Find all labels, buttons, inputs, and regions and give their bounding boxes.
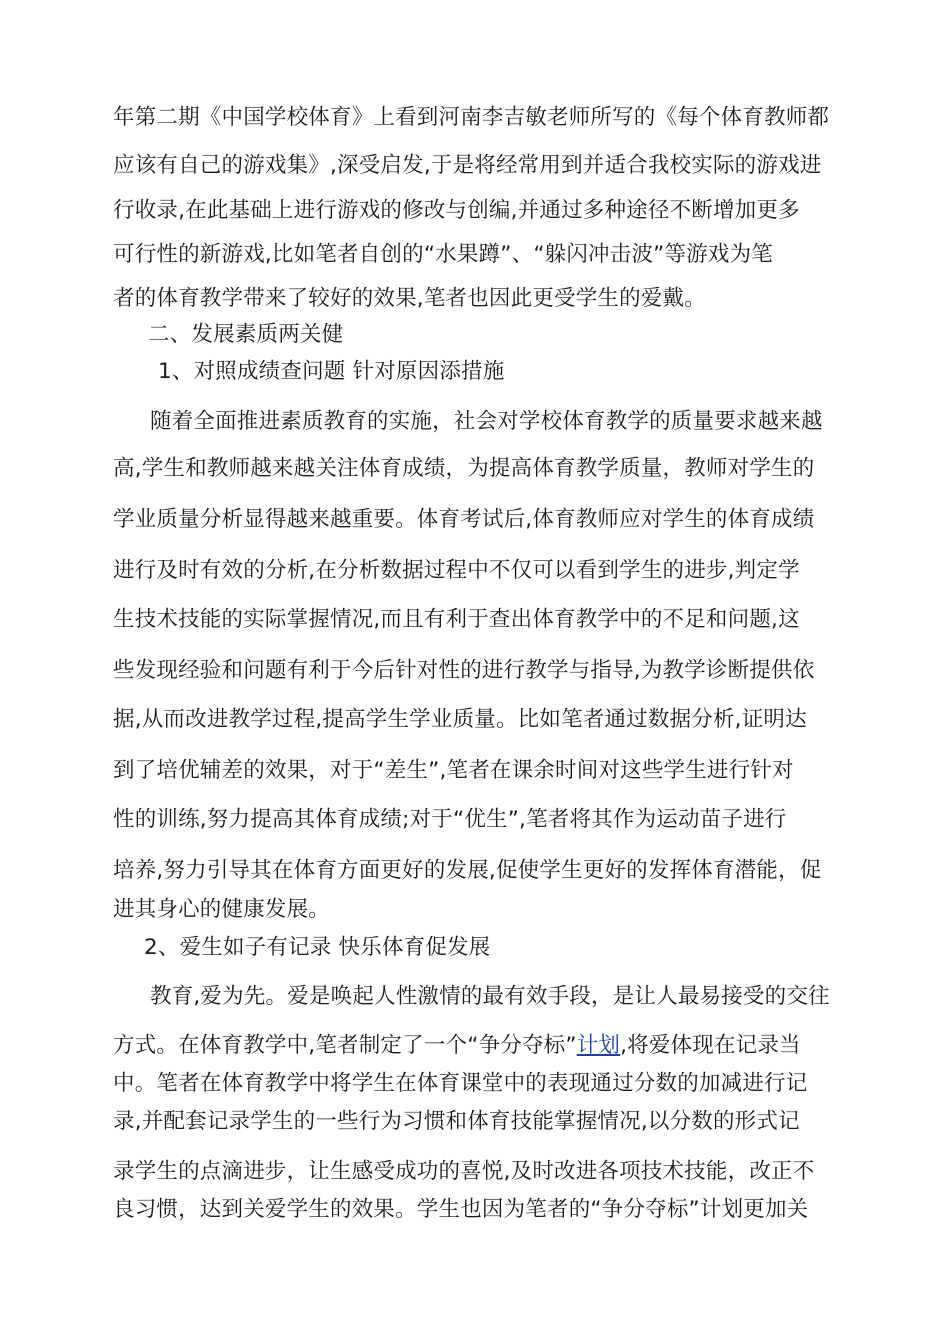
text-line: 录学生的点滴进步，让生感受成功的喜悦,及时改进各项技术技能，改正不 — [113, 1159, 815, 1184]
text-line: 年第二期《中国学校体育》上看到河南李吉敏老师所写的《每个体育教师都 — [113, 105, 830, 130]
text-line-with-link — [113, 1031, 801, 1061]
text-line: 录,并配套记录学生的一些行为习惯和体育技能掌握情况,以分数的形式记 — [113, 1109, 800, 1134]
text-line: 教育,爱为先。爱是唤起人性激情的最有效手段，是让人最易接受的交往 — [150, 984, 830, 1009]
subsection-heading: 1、对照成绩查问题 针对原因添措施 — [158, 359, 505, 384]
text-line: 培养,努力引导其在体育方面更好的发展,促使学生更好的发挥体育潜能，促 — [113, 858, 822, 883]
text-line: 据,从而改进教学过程,提高学生学业质量。比如笔者通过数据分析,证明达 — [113, 707, 807, 732]
text-segment: 方式。在体育教学中,笔者制定了一个“争分夺标” — [113, 1033, 577, 1058]
text-line: 良习惯，达到关爱学生的效果。学生也因为笔者的“争分夺标”计划更加关 — [113, 1197, 809, 1222]
text-line: 生技术技能的实际掌握情况,而且有利于查出体育教学中的不足和问题,这 — [113, 607, 800, 632]
text-line: 应该有自己的游戏集》,深受启发,于是将经常用到并适合我校实际的游戏进 — [113, 153, 822, 178]
text-line: 随着全面推进素质教育的实施，社会对学校体育教学的质量要求越来越 — [150, 409, 823, 434]
text-line: 进其身心的健康发展。 — [113, 897, 331, 922]
subsection-heading: 2、爱生如子有记录 快乐体育促发展 — [144, 935, 491, 960]
text-line: 行收录,在此基础上进行游戏的修改与创编,并通过多种途径不断增加更多 — [113, 198, 800, 223]
text-line: 学业质量分析显得越来越重要。体育考试后,体育教师应对学生的体育成绩 — [113, 507, 815, 532]
text-line: 者的体育教学带来了较好的效果,笔者也因此更受学生的爱戴。 — [113, 286, 706, 311]
text-segment: ,将爱体现在记录当 — [620, 1033, 801, 1058]
text-line: 可行性的新游戏,比如笔者自创的“水果蹲”、“躲闪冲击波”等游戏为笔 — [113, 242, 773, 267]
text-line: 中。笔者在体育教学中将学生在体育课堂中的表现通过分数的加减进行记 — [113, 1071, 808, 1096]
section-heading: 二、发展素质两关健 — [148, 322, 344, 347]
text-line: 性的训练,努力提高其体育成绩;对于“优生”,笔者将其作为运动苗子进行 — [113, 807, 787, 832]
text-line: 些发现经验和问题有利于今后针对性的进行教学与指导,为教学诊断提供依 — [113, 658, 815, 683]
plan-link[interactable]: 计划 — [576, 1033, 621, 1058]
text-line: 高,学生和教师越来越关注体育成绩，为提高体育教学质量，教师对学生的 — [113, 456, 815, 481]
text-line: 到了培优辅差的效果，对于“差生”,笔者在课余时间对这些学生进行针对 — [113, 758, 794, 783]
text-line: 进行及时有效的分析,在分析数据过程中不仅可以看到学生的进步,判定学 — [113, 558, 800, 583]
